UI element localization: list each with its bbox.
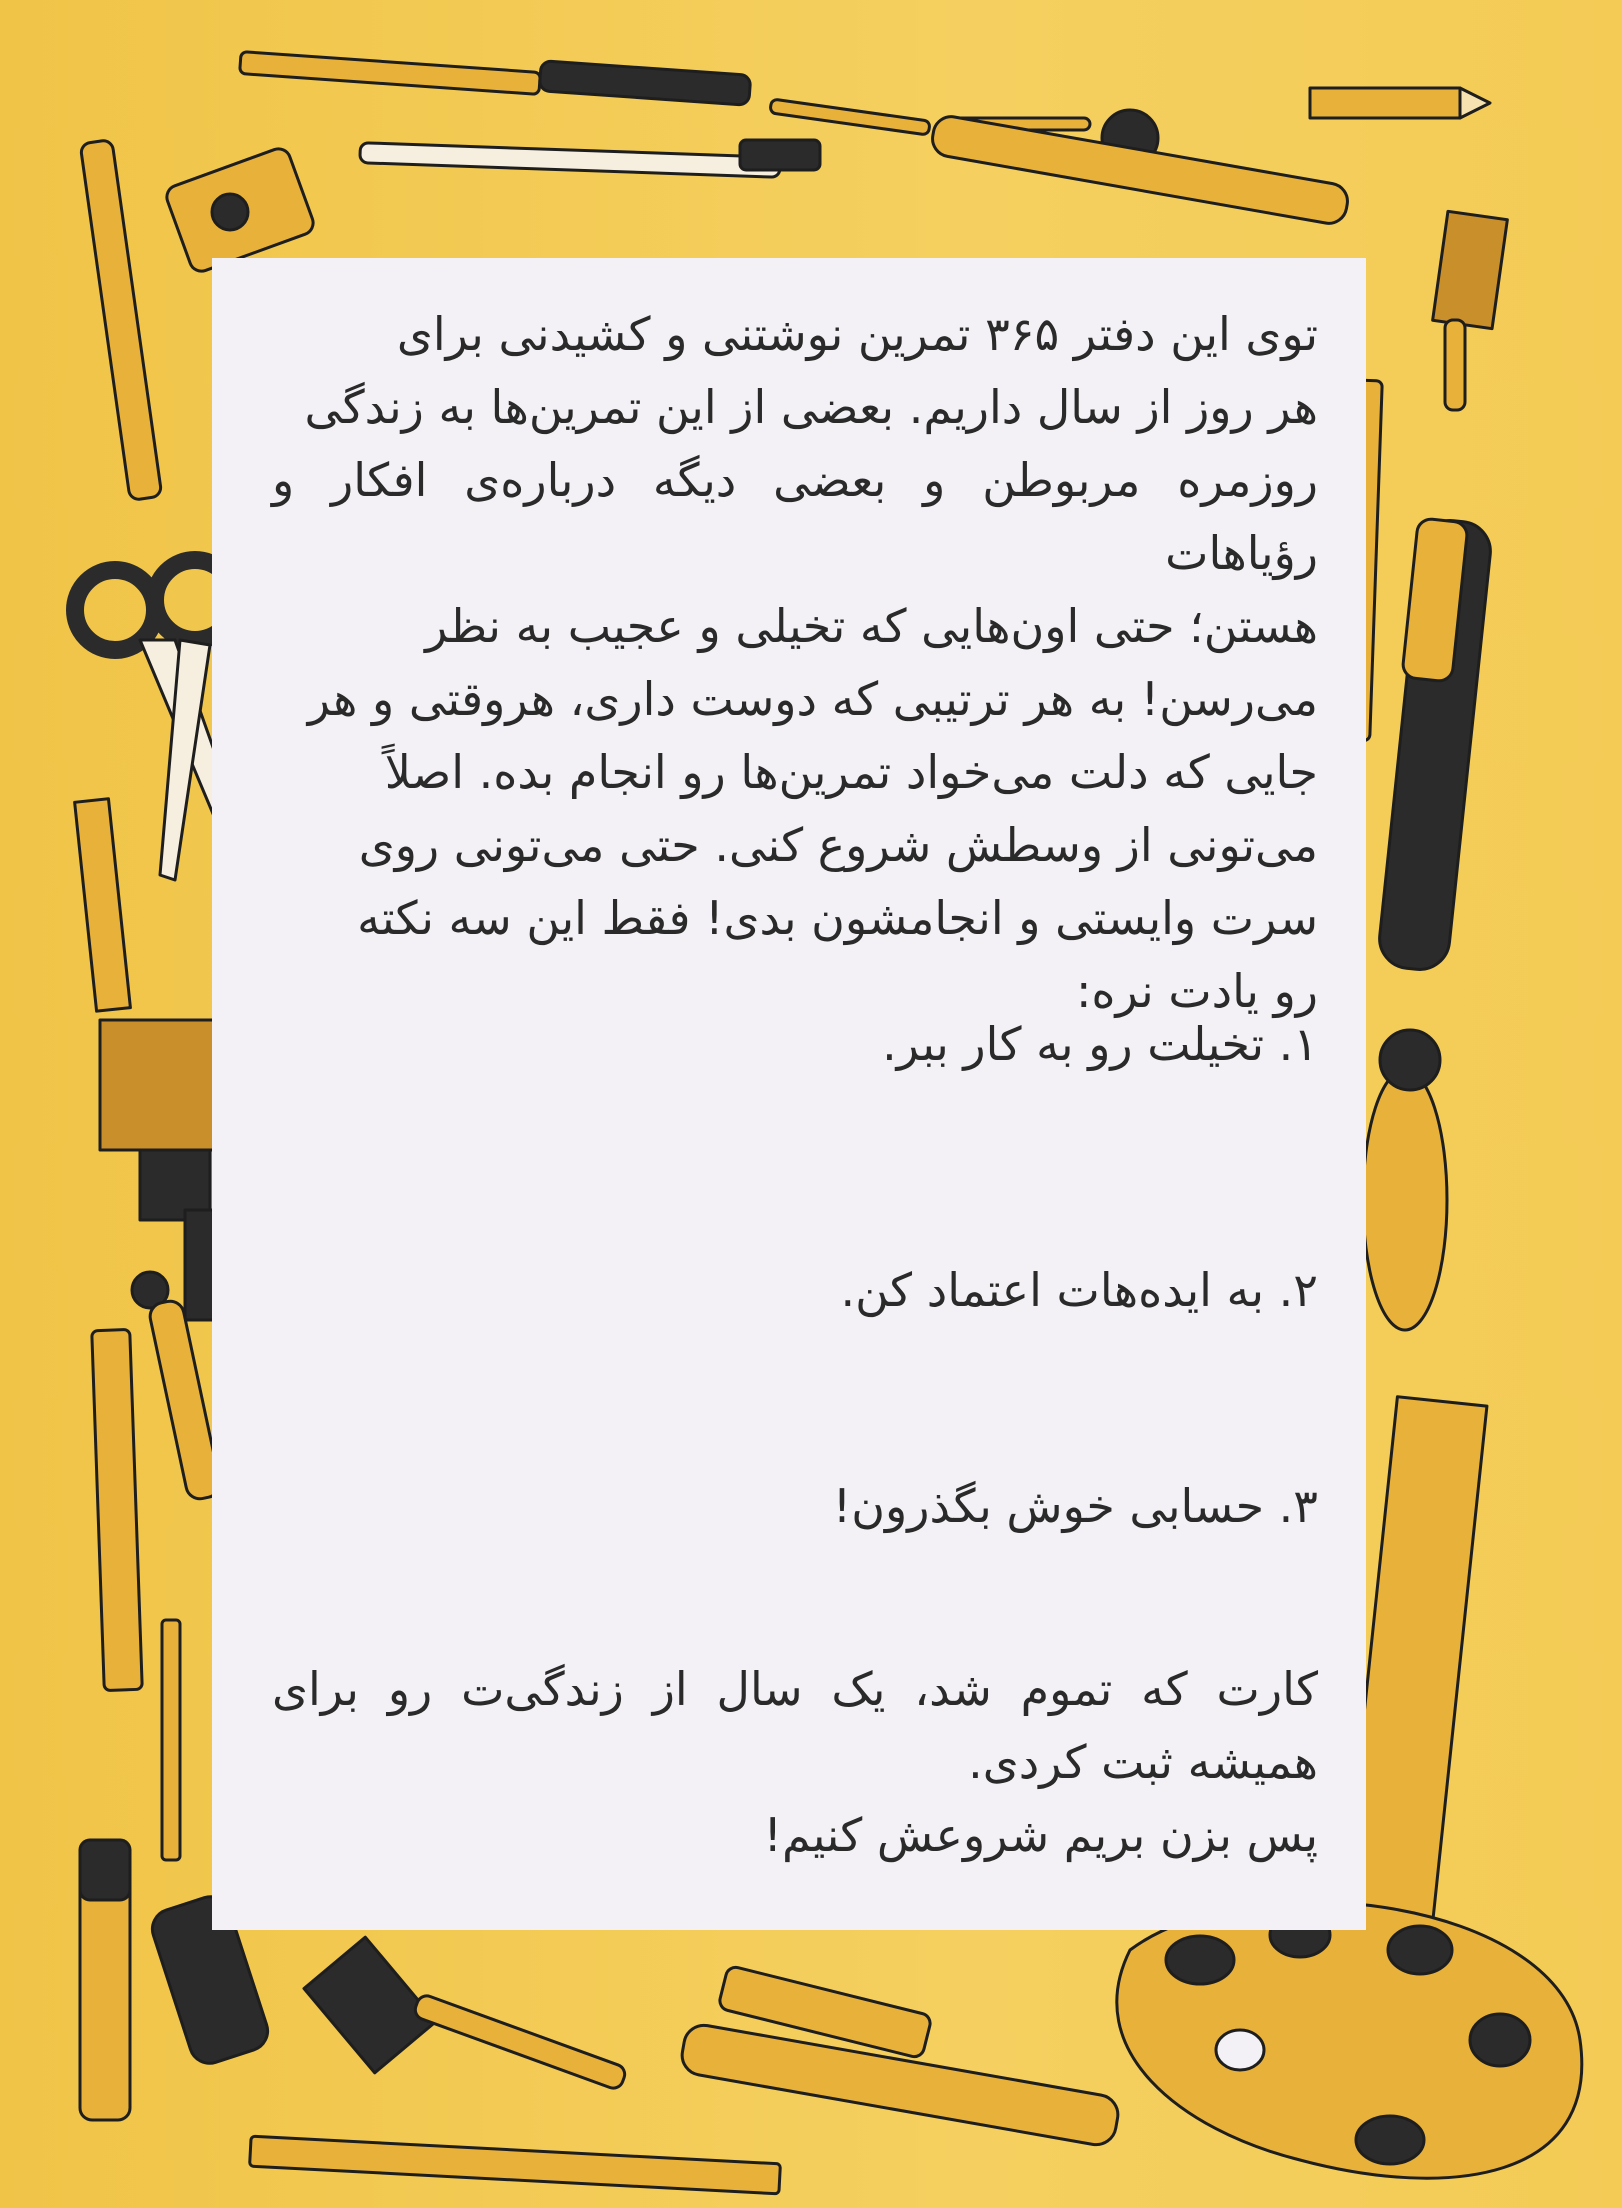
pencil-icon	[250, 2136, 781, 2194]
intro-paragraph	[272, 298, 1318, 1028]
paint-brush-icon	[1433, 211, 1508, 410]
text-line: می‌رسن! به هر ترتیبی که دوست داری، هروقتی و هر	[307, 672, 1318, 726]
rule-item-3: ۳. حسابی خوش بگذرون!	[832, 1479, 1318, 1533]
text-line: هستن؛ حتی اون‌هایی که تخیلی و عجیب به نظر	[425, 599, 1318, 653]
text-line: پس بزن بریم شروعش کنیم!	[763, 1808, 1318, 1862]
text-line: هر روز از سال داریم. بعضی از این تمرین‌ها به زندگی	[304, 380, 1318, 434]
text-line: جایی که دلت می‌خواد تمرین‌ها رو انجام بده. اصلاً	[384, 745, 1318, 799]
thin-pencil-icon	[162, 1620, 180, 1860]
text-line: رو یادت نره:	[1075, 964, 1318, 1018]
pen-icon	[80, 1840, 130, 2120]
pencil-icon	[1310, 88, 1490, 118]
rule-item-1: ۱. تخیلت رو به کار ببر.	[882, 1017, 1318, 1071]
rule-item-2: ۲. به ایده‌هات اعتماد کن.	[840, 1263, 1318, 1317]
pen-icon	[240, 52, 751, 106]
paint-palette-icon	[1117, 1902, 1582, 2178]
pencil-sharpener-icon	[164, 145, 317, 274]
closing-paragraph	[272, 1653, 1318, 1872]
text-card	[212, 258, 1366, 1930]
mechanical-pencil-icon	[80, 140, 162, 501]
text-line: کارت که تموم شد، یک سال از زندگی‌ت رو برای	[272, 1662, 1318, 1716]
fountain-pen-icon	[360, 140, 820, 177]
flat-brush-icon	[304, 1937, 627, 2091]
text-line: می‌تونی از وسطش شروع کنی. حتی می‌تونی روی	[358, 818, 1318, 872]
text-line: روزمره مربوطن و بعضی دیگه درباره‌ی افکار و رؤیاهات	[272, 453, 1318, 580]
pencil-icon	[75, 799, 131, 1011]
text-line: همیشه ثبت کردی.	[968, 1735, 1318, 1789]
pencil-icon	[92, 1329, 143, 1690]
text-line: سرت وایستی و انجامشون بدی! فقط این سه نکته	[357, 891, 1318, 945]
fountain-pen-icon	[1377, 518, 1494, 973]
paint-brush-icon	[1363, 1030, 1447, 1330]
text-line: توی این دفتر ۳۶۵ تمرین نوشتنی و کشیدنی برای	[396, 307, 1318, 361]
